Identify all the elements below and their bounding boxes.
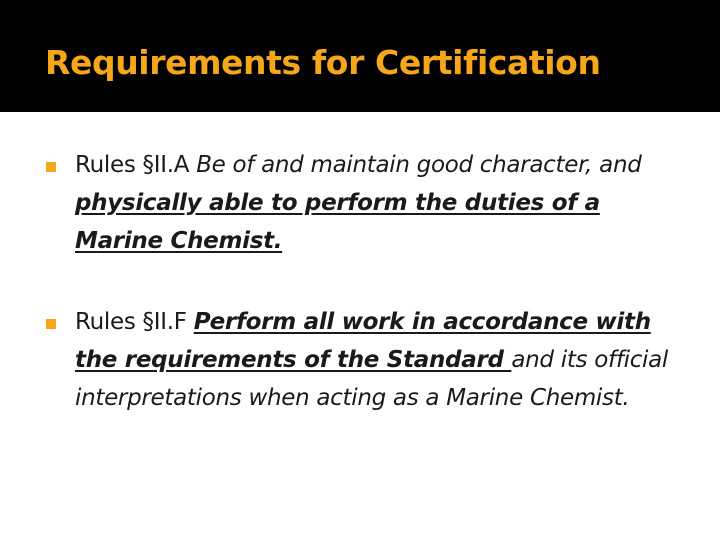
requirement-text: Be of and maintain good character, and xyxy=(196,152,642,178)
bullet-item-perform-work xyxy=(75,303,695,417)
requirement-emphasis: physically able to perform the duties of a Marine Chemist. xyxy=(75,190,600,254)
square-bullet-icon xyxy=(46,162,56,172)
requirement-text: and its official interpretations when acting as a Marine Chemist. xyxy=(75,347,669,411)
rule-reference: Rules §II.F xyxy=(75,309,194,335)
title-bar xyxy=(0,0,720,112)
rule-reference: Rules §II.A xyxy=(75,152,197,178)
square-bullet-icon xyxy=(46,319,56,329)
bullet-item-good-character xyxy=(75,146,695,260)
slide-title: Requirements for Certification xyxy=(45,43,601,82)
requirement-emphasis: Perform all work in accordance with the requirements of the Standard xyxy=(75,309,651,373)
